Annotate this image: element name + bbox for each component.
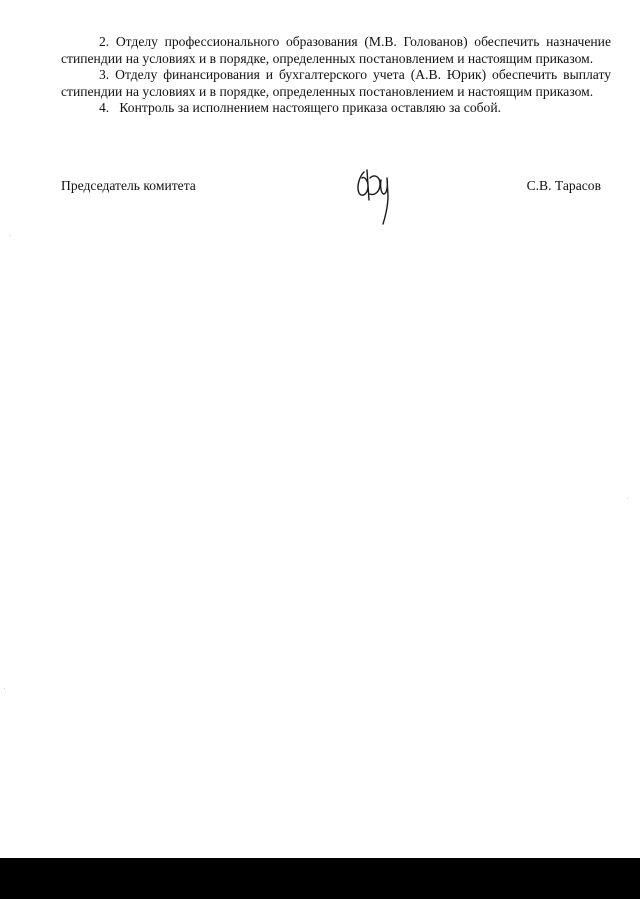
paragraph-2: 2. Отделу профессионального образования (М.В. Голованов) обеспечить назначение стипендии на условиях и в порядке, определенных постановлением и настоящим приказом. (61, 34, 611, 66)
scan-speck (627, 498, 628, 499)
document-body (61, 34, 611, 117)
signature-block (61, 178, 601, 228)
scan-border-bottom (0, 858, 640, 899)
scan-speck (4, 688, 5, 689)
paragraph-4: 4. Контроль за исполнением настоящего приказа оставляю за собой. (99, 100, 501, 115)
signatory-title: Председатель комитета (61, 178, 196, 193)
handwritten-signature (350, 166, 398, 226)
signatory-name: С.В. Тарасов (526, 178, 601, 193)
paragraph-3: 3. Отделу финансирования и бухгалтерского учета (А.В. Юрик) обеспечить выплату стипендии на условиях и в порядке, определенных постановлением и настоящим приказом. (61, 67, 611, 99)
scan-speck (10, 235, 11, 236)
